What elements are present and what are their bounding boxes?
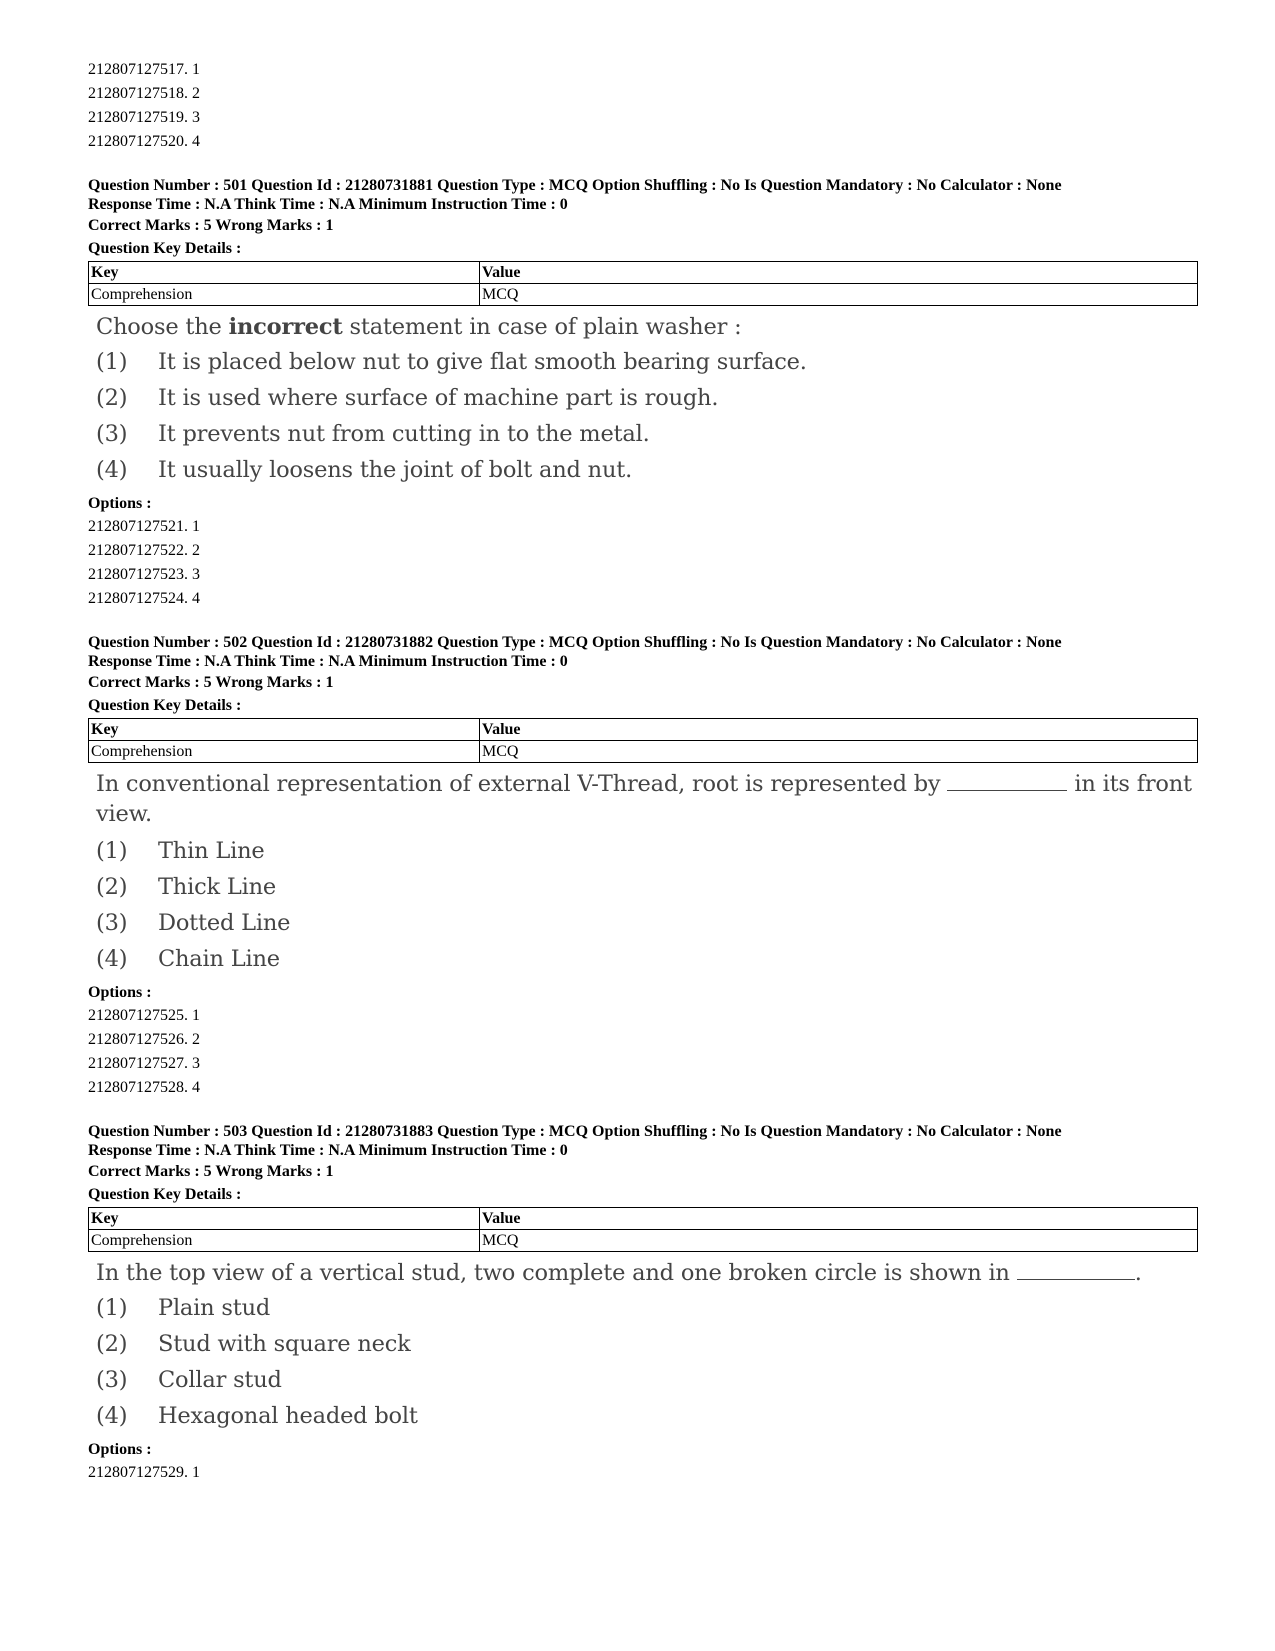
choice-item: (3) Dotted Line: [96, 910, 291, 936]
question-stem: In conventional representation of external V-Thread, root is represented by in its front: [96, 771, 1192, 797]
option-item: 212807127524. 4: [88, 590, 200, 607]
options-label: Options :: [88, 1441, 152, 1458]
table-row: [89, 1230, 1198, 1252]
question-timing-line: Response Time : N.A Think Time : N.A Minimum Instruction Time : 0: [88, 653, 568, 670]
header-value: Value: [480, 262, 1198, 284]
question-timing-line: Response Time : N.A Think Time : N.A Minimum Instruction Time : 0: [88, 1142, 568, 1159]
question-content: [96, 1256, 1198, 1434]
choice-item: (2) Stud with square neck: [96, 1331, 411, 1357]
question-block-501: [88, 176, 1198, 611]
key-details-label: Question Key Details :: [88, 697, 242, 714]
options-label: Options :: [88, 984, 152, 1001]
header-value: Value: [480, 719, 1198, 741]
options-label: Options :: [88, 495, 152, 512]
choice-item: (1) Thin Line: [96, 838, 265, 864]
question-key-table: [88, 718, 1198, 763]
table-header-row: [89, 719, 1198, 741]
cell-value: MCQ: [480, 1230, 1198, 1252]
options-list: [88, 515, 1198, 611]
option-item: 212807127529. 1: [88, 1464, 200, 1481]
header-key: Key: [89, 1208, 480, 1230]
option-item: 212807127522. 2: [88, 542, 200, 559]
option-item: 212807127523. 3: [88, 566, 200, 583]
question-meta-line: Question Number : 501 Question Id : 21280731881 Question Type : MCQ Option Shuffling : No Is Question Mandatory : No Calculator : None: [88, 177, 1062, 194]
option-item: 212807127517. 1: [88, 61, 200, 78]
question-stem-continued: view.: [96, 801, 152, 827]
choice-item: (2) It is used where surface of machine part is rough.: [96, 385, 719, 411]
header-key: Key: [89, 262, 480, 284]
cell-value: MCQ: [480, 741, 1198, 763]
cell-value: MCQ: [480, 284, 1198, 306]
marks-line: Correct Marks : 5 Wrong Marks : 1: [88, 217, 334, 234]
option-item: 212807127527. 3: [88, 1055, 200, 1072]
table-row: [89, 741, 1198, 763]
question-block-503: [88, 1122, 1198, 1485]
question-content: [96, 310, 1198, 488]
question-stem: In the top view of a vertical stud, two complete and one broken circle is shown in .: [96, 1260, 1142, 1286]
cell-key: Comprehension: [89, 741, 480, 763]
question-content: [96, 769, 1198, 977]
marks-line: Correct Marks : 5 Wrong Marks : 1: [88, 674, 334, 691]
table-header-row: [89, 262, 1198, 284]
key-details-label: Question Key Details :: [88, 1186, 242, 1203]
choice-item: (2) Thick Line: [96, 874, 277, 900]
option-item: 212807127521. 1: [88, 518, 200, 535]
choice-item: (4) Hexagonal headed bolt: [96, 1403, 418, 1429]
choice-item: (3) It prevents nut from cutting in to the metal.: [96, 421, 650, 447]
question-stem: Choose the incorrect statement in case of plain washer :: [96, 314, 742, 340]
choice-item: (1) It is placed below nut to give flat smooth bearing surface.: [96, 349, 807, 375]
cell-key: Comprehension: [89, 284, 480, 306]
choice-item: (1) Plain stud: [96, 1295, 271, 1321]
options-list: [88, 1004, 1198, 1100]
answer-blank: [947, 772, 1067, 791]
header-value: Value: [480, 1208, 1198, 1230]
document-body: [88, 58, 1198, 1485]
key-details-label: Question Key Details :: [88, 240, 242, 257]
choice-item: (4) It usually loosens the joint of bolt and nut.: [96, 457, 633, 483]
question-meta-line: Question Number : 503 Question Id : 21280731883 Question Type : MCQ Option Shuffling : No Is Question Mandatory : No Calculator : None: [88, 1123, 1062, 1140]
question-timing-line: Response Time : N.A Think Time : N.A Minimum Instruction Time : 0: [88, 196, 568, 213]
options-list: [88, 1461, 1198, 1485]
question-key-table: [88, 261, 1198, 306]
header-key: Key: [89, 719, 480, 741]
option-item: 212807127519. 3: [88, 109, 200, 126]
table-row: [89, 284, 1198, 306]
question-key-table: [88, 1207, 1198, 1252]
option-item: 212807127518. 2: [88, 85, 200, 102]
cell-key: Comprehension: [89, 1230, 480, 1252]
option-item: 212807127525. 1: [88, 1007, 200, 1024]
question-block-502: [88, 633, 1198, 1100]
marks-line: Correct Marks : 5 Wrong Marks : 1: [88, 1163, 334, 1180]
choice-item: (3) Collar stud: [96, 1367, 282, 1393]
option-item: 212807127528. 4: [88, 1079, 200, 1096]
option-item: 212807127526. 2: [88, 1031, 200, 1048]
table-header-row: [89, 1208, 1198, 1230]
option-item: 212807127520. 4: [88, 133, 200, 150]
previous-options-list: [88, 58, 1198, 154]
answer-blank: [1017, 1261, 1135, 1280]
question-meta-line: Question Number : 502 Question Id : 21280731882 Question Type : MCQ Option Shuffling : No Is Question Mandatory : No Calculator : None: [88, 634, 1062, 651]
choice-item: (4) Chain Line: [96, 946, 280, 972]
